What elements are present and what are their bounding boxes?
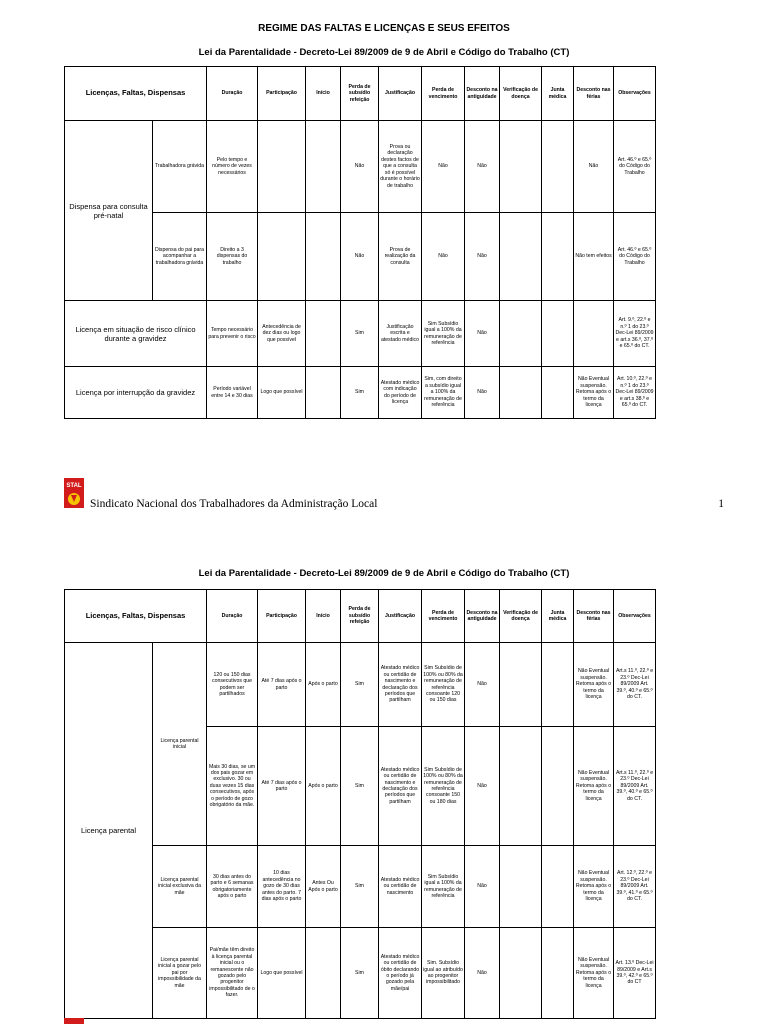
cell-observacoes: Art. 10.º, 22.º e n.º 1 do 23.º Dec-Lei 89/2009 e art.s 38.º e 65.º do CT.	[614, 367, 656, 419]
cell-junta	[542, 213, 574, 301]
cell-junta	[542, 846, 574, 928]
page-footer	[64, 478, 724, 518]
cell-inicio	[306, 928, 341, 1019]
cell-perda-subsidio: Sim	[341, 643, 379, 727]
header-perda-vencimento: Perda de vencimento	[422, 590, 465, 643]
cell-junta	[542, 928, 574, 1019]
header-perda-vencimento: Perda de vencimento	[422, 67, 465, 121]
cell-perda-vencimento: Sim Subsídio de 100% ou 80% da remuneração de referência consoante 120 ou 150 dias	[422, 643, 465, 727]
cell-desconto-ferias: Não Eventual suspensão. Retoma após o termo da licença	[574, 846, 614, 928]
header-observacoes: Observações	[614, 590, 656, 643]
cell-perda-vencimento: Sim Subsídio igual a 100% da remuneração de referência	[422, 846, 465, 928]
header-perda-subsidio: Perda de subsídio refeição	[341, 67, 379, 121]
cell-perda-vencimento: Sim, com direito a subsídio igual a 100% da remuneração de referência	[422, 367, 465, 419]
cell-inicio: Após o parto	[306, 727, 341, 846]
header-desconto-ferias: Desconto nas férias	[574, 590, 614, 643]
header-junta: Junta médica	[542, 67, 574, 121]
header-duracao: Duração	[207, 590, 258, 643]
cell-desconto-ferias	[574, 301, 614, 367]
cell-verificacao	[500, 846, 542, 928]
table-row	[65, 121, 656, 213]
cell-perda-subsidio: Sim	[341, 367, 379, 419]
cell-desconto-antiguidade: Não	[465, 367, 500, 419]
cell-justificacao: Atestado médico com indicação do período de licença	[379, 367, 422, 419]
cell-desconto-antiguidade: Não	[465, 846, 500, 928]
row-label: Licença em situação de risco clínico durante a gravidez	[65, 301, 207, 367]
cell-perda-vencimento: Sim Subsídio igual a 100% da remuneração de referência	[422, 301, 465, 367]
header-verificacao: Verificação de doença	[500, 67, 542, 121]
cell-verificacao	[500, 367, 542, 419]
cell-participacao: Logo que possível	[258, 367, 306, 419]
cell-perda-vencimento: Sim. Subsídio igual ao atribuído ao progenitor impossibilitado	[422, 928, 465, 1019]
cell-justificacao: Prova ou declaração destes factos de que a consulta só é possível durante o horário de trabalho	[379, 121, 422, 213]
cell-duracao: Mais 30 dias, se um dos pais gozar em exclusivo. 30 ou duas vezes 15 dias consecutivos, após o período de gozo obrigatório da mãe.	[207, 727, 258, 846]
row-sublabel: Licença parental inicial a gozar pelo pai por impossibilidade da mãe	[153, 928, 207, 1019]
stal-logo-partial	[64, 1018, 84, 1024]
cell-desconto-ferias: Não Eventual suspensão. Retoma após o termo da licença	[574, 928, 614, 1019]
cell-desconto-antiguidade: Não	[465, 727, 500, 846]
header-observacoes: Observações	[614, 67, 656, 121]
cell-verificacao	[500, 301, 542, 367]
cell-observacoes: Art. 13.º Dec-Lei 89/2009 e Art.s 39.º, 42.º e 65.º do CT	[614, 928, 656, 1019]
cell-junta	[542, 727, 574, 846]
cell-desconto-antiguidade: Não	[465, 643, 500, 727]
cell-inicio	[306, 367, 341, 419]
header-justificacao: Justificação	[379, 590, 422, 643]
cell-desconto-antiguidade: Não	[465, 928, 500, 1019]
cell-desconto-ferias: Não	[574, 121, 614, 213]
header-row	[65, 590, 656, 643]
cell-inicio: Antes Ou Após o parto	[306, 846, 341, 928]
cell-observacoes: Art. 46.º e 65.º do Código do Trabalho	[614, 121, 656, 213]
row-group-label: Licença parental	[65, 643, 153, 1019]
cell-desconto-ferias: Não tem efeitos	[574, 213, 614, 301]
cell-perda-vencimento: Não	[422, 121, 465, 213]
cell-junta	[542, 367, 574, 419]
header-licencas: Licenças, Faltas, Dispensas	[65, 590, 207, 643]
table-row	[65, 928, 656, 1019]
cell-justificacao: Atestado médico ou certidão de óbito declarando o período já gozado pela mãe/pai	[379, 928, 422, 1019]
cell-inicio	[306, 213, 341, 301]
row-label: Licença por interrupção da gravidez	[65, 367, 207, 419]
cell-junta	[542, 301, 574, 367]
header-desconto-ferias: Desconto nas férias	[574, 67, 614, 121]
header-licencas: Licenças, Faltas, Dispensas	[65, 67, 207, 121]
cell-desconto-ferias: Não Eventual suspensão. Retoma após o termo da licença	[574, 727, 614, 846]
cell-perda-vencimento: Sim Subsídio de 100% ou 80% da remuneração de referência consoante 150 ou 180 dias	[422, 727, 465, 846]
cell-observacoes: Art. 46.º e 65.º do Código do Trabalho	[614, 213, 656, 301]
table-row	[65, 643, 656, 727]
cell-participacao	[258, 213, 306, 301]
row-sublabel: Dispensa do pai para acompanhar a trabalhadora grávida	[153, 213, 207, 301]
header-participacao: Participação	[258, 590, 306, 643]
cell-inicio: Após o parto	[306, 643, 341, 727]
header-verificacao: Verificação de doença	[500, 590, 542, 643]
stal-logo	[64, 478, 84, 508]
cell-observacoes: Art.s 11.º, 22.º e 23.º Dec-Lei 89/2009 Art. 39.º, 40.º e 65.º do CT.	[614, 643, 656, 727]
cell-duracao: 120 ou 150 dias consecutivos que podem ser partilhados	[207, 643, 258, 727]
cell-duracao: 30 dias antes do parto e 6 semanas obrigatoriamente após o parto	[207, 846, 258, 928]
cell-perda-subsidio: Sim	[341, 846, 379, 928]
cell-duracao: Pelo tempo e número de vezes necessários	[207, 121, 258, 213]
cell-justificacao: Atestado médico ou certidão de nascimento e declaração dos períodos que partilham	[379, 643, 422, 727]
svg-text:STAL: STAL	[66, 483, 82, 489]
page-subtitle: Lei da Parentalidade - Decreto-Lei 89/2009 de 9 de Abril e Código do Trabalho (CT)	[198, 47, 570, 58]
cell-desconto-ferias: Não Eventual suspensão. Retoma após o termo da licença	[574, 643, 614, 727]
cell-justificacao: Atestado médico ou certidão de nascimento e declaração dos períodos que partilham	[379, 727, 422, 846]
cell-observacoes: Art.s 11.º, 22.º e 23.º Dec-Lei 89/2009 Art. 39.º, 40.º e 65.º do CT.	[614, 727, 656, 846]
header-inicio: Início	[306, 590, 341, 643]
cell-perda-subsidio: Sim	[341, 727, 379, 846]
row-sublabel: Licença parental inicial exclusiva da mãe	[153, 846, 207, 928]
cell-verificacao	[500, 213, 542, 301]
cell-inicio	[306, 121, 341, 213]
table-row	[65, 367, 656, 419]
cell-desconto-antiguidade: Não	[465, 121, 500, 213]
header-junta: Junta médica	[542, 590, 574, 643]
cell-perda-vencimento: Não	[422, 213, 465, 301]
table-row	[65, 846, 656, 928]
header-row	[65, 67, 656, 121]
header-justificacao: Justificação	[379, 67, 422, 121]
header-inicio: Início	[306, 67, 341, 121]
cell-junta	[542, 643, 574, 727]
parental-leave-table	[64, 589, 656, 1019]
row-sublabel: Trabalhadora grávida	[153, 121, 207, 213]
cell-participacao: 10 dias antecedência no gozo de 30 dias antes do parto. 7 dias após o parto	[258, 846, 306, 928]
cell-verificacao	[500, 121, 542, 213]
cell-perda-subsidio: Sim	[341, 301, 379, 367]
cell-participacao: Até 7 dias após o parto	[258, 727, 306, 846]
cell-desconto-antiguidade: Não	[465, 301, 500, 367]
table-row	[65, 301, 656, 367]
cell-participacao: Antecedência de dez dias ou logo que possível	[258, 301, 306, 367]
cell-inicio	[306, 301, 341, 367]
header-perda-subsidio: Perda de subsídio refeição	[341, 590, 379, 643]
cell-junta	[542, 121, 574, 213]
cell-participacao: Até 7 dias após o parto	[258, 643, 306, 727]
page-title: REGIME DAS FALTAS E LICENÇAS E SEUS EFEITOS	[258, 23, 510, 34]
cell-duracao: Direito a 3 dispensas do trabalho	[207, 213, 258, 301]
cell-duracao: Pai/mãe têm direito à licença parental inicial ou o remanescente não gozado pelo progenitor impossibilitado de o fazer.	[207, 928, 258, 1019]
cell-participacao: Logo que possível	[258, 928, 306, 1019]
cell-justificacao: Prova de realização da consulta	[379, 213, 422, 301]
header-desconto-antiguidade: Desconto na antiguidade	[465, 67, 500, 121]
cell-duracao: Período variável entre 14 e 30 dias	[207, 367, 258, 419]
cell-desconto-ferias: Não Eventual suspensão. Retoma após o termo da licença	[574, 367, 614, 419]
union-name: Sindicato Nacional dos Trabalhadores da Administração Local	[90, 498, 378, 510]
cell-justificacao: Atestado médico ou certidão de nascimento	[379, 846, 422, 928]
cell-verificacao	[500, 727, 542, 846]
absence-regime-table	[64, 66, 656, 419]
page-subtitle-2: Lei da Parentalidade - Decreto-Lei 89/2009 de 9 de Abril e Código do Trabalho (CT)	[198, 568, 570, 579]
cell-observacoes: Art. 9.º, 22.º e n.º 1 do 23.º Dec-Lei 89/2009 e art.s 36.º, 37.º e 65.º do CT.	[614, 301, 656, 367]
cell-participacao	[258, 121, 306, 213]
cell-desconto-antiguidade: Não	[465, 213, 500, 301]
table-row	[65, 213, 656, 301]
header-desconto-antiguidade: Desconto na antiguidade	[465, 590, 500, 643]
cell-justificacao: Justificação escrita e atestado médico	[379, 301, 422, 367]
cell-perda-subsidio: Não	[341, 121, 379, 213]
header-duracao: Duração	[207, 67, 258, 121]
cell-perda-subsidio: Não	[341, 213, 379, 301]
row-sublabel: Licença parental inicial	[153, 643, 207, 846]
cell-verificacao	[500, 643, 542, 727]
row-group-label: Dispensa para consulta pré-natal	[65, 121, 153, 301]
cell-perda-subsidio: Sim	[341, 928, 379, 1019]
cell-verificacao	[500, 928, 542, 1019]
cell-duracao: Tempo necessário para prevenir o risco	[207, 301, 258, 367]
page-number: 1	[718, 498, 724, 510]
header-participacao: Participação	[258, 67, 306, 121]
cell-observacoes: Art. 12.º, 22.º e 23.º Dec-Lei 89/2009 Art. 39.º, 41.º e 65.º do CT.	[614, 846, 656, 928]
